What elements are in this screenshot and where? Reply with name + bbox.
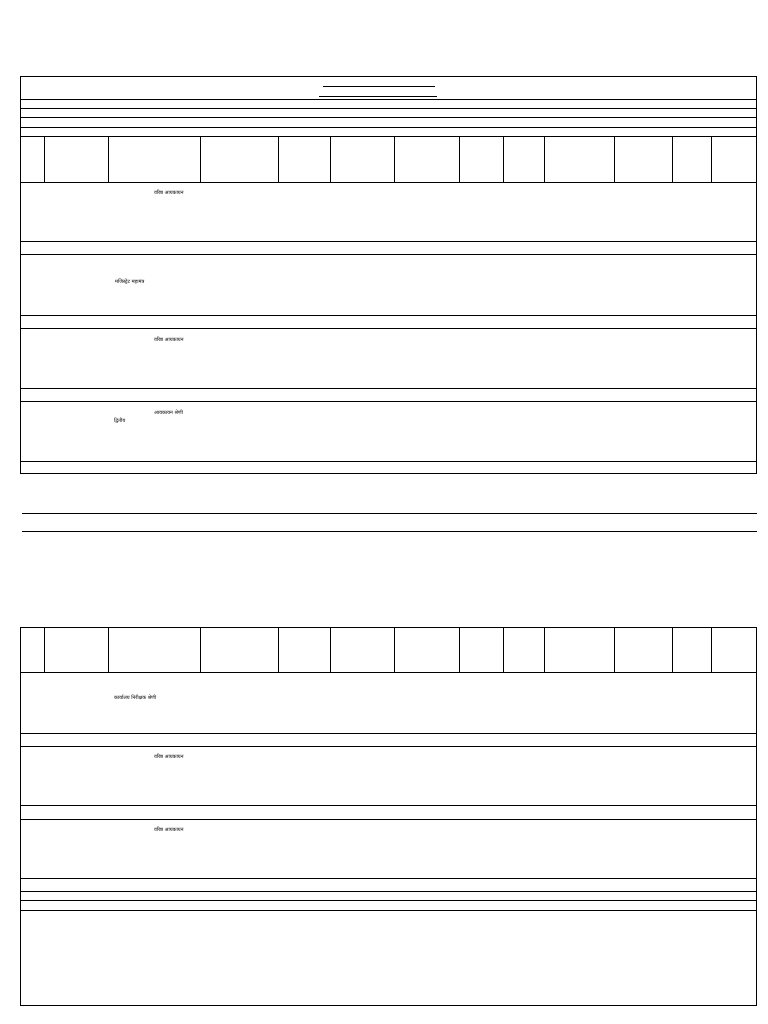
column-divider bbox=[503, 627, 504, 672]
row-rule bbox=[20, 805, 757, 806]
row-rule bbox=[20, 733, 757, 734]
column-divider bbox=[672, 136, 673, 182]
column-divider bbox=[200, 627, 201, 672]
column-divider bbox=[108, 136, 109, 182]
column-header-row bbox=[20, 627, 757, 673]
section-separator bbox=[22, 513, 757, 514]
section-separator bbox=[22, 531, 757, 532]
row-label: मजिस्ट्रेट महामंत्र bbox=[115, 279, 145, 285]
row-rule bbox=[20, 315, 757, 316]
column-divider bbox=[459, 627, 460, 672]
column-divider bbox=[278, 627, 279, 672]
row-label: कार्यालय निरीक्षक श्रेणी bbox=[114, 695, 157, 701]
column-divider bbox=[459, 136, 460, 182]
column-divider bbox=[200, 136, 201, 182]
column-divider bbox=[614, 627, 615, 672]
row-rule bbox=[20, 910, 757, 911]
header-bottom-rule bbox=[20, 672, 757, 673]
header-rule bbox=[20, 99, 757, 100]
row-label: वरिष्ठ आयकायन bbox=[154, 754, 184, 760]
row-label: वरिष्ठ आयकायन bbox=[154, 337, 184, 343]
title-underline-2 bbox=[319, 96, 437, 97]
column-divider bbox=[503, 136, 504, 182]
row-label: वरिष्ठ आयकायन bbox=[154, 827, 184, 833]
row-rule bbox=[20, 878, 757, 879]
row-rule bbox=[20, 746, 757, 747]
column-divider bbox=[394, 627, 395, 672]
column-divider bbox=[394, 136, 395, 182]
column-divider bbox=[330, 627, 331, 672]
row-rule bbox=[20, 900, 757, 901]
column-divider bbox=[614, 136, 615, 182]
column-divider bbox=[44, 136, 45, 182]
column-divider bbox=[672, 627, 673, 672]
header-bottom-rule bbox=[20, 182, 757, 183]
row-label: वरिष्ठ आयकायन bbox=[154, 190, 184, 196]
title-underline-1 bbox=[323, 86, 435, 87]
row-rule bbox=[20, 388, 757, 389]
column-divider bbox=[44, 627, 45, 672]
row-label: आयकायन श्रेणी bbox=[154, 410, 183, 416]
sheet-2-table bbox=[20, 627, 757, 1006]
row-rule bbox=[20, 254, 757, 255]
row-rule bbox=[20, 328, 757, 329]
row-rule bbox=[20, 241, 757, 242]
column-divider bbox=[711, 136, 712, 182]
row-rule bbox=[20, 461, 757, 462]
row-rule bbox=[20, 891, 757, 892]
column-divider bbox=[330, 136, 331, 182]
column-divider bbox=[544, 136, 545, 182]
column-divider bbox=[108, 627, 109, 672]
row-rule bbox=[20, 819, 757, 820]
header-rule bbox=[20, 127, 757, 128]
column-header-row bbox=[20, 136, 757, 183]
column-divider bbox=[544, 627, 545, 672]
column-divider bbox=[278, 136, 279, 182]
column-divider bbox=[711, 627, 712, 672]
row-sublabel: द्वितीय bbox=[114, 418, 126, 424]
header-rule bbox=[20, 108, 757, 109]
header-rule bbox=[20, 117, 757, 118]
row-rule bbox=[20, 401, 757, 402]
